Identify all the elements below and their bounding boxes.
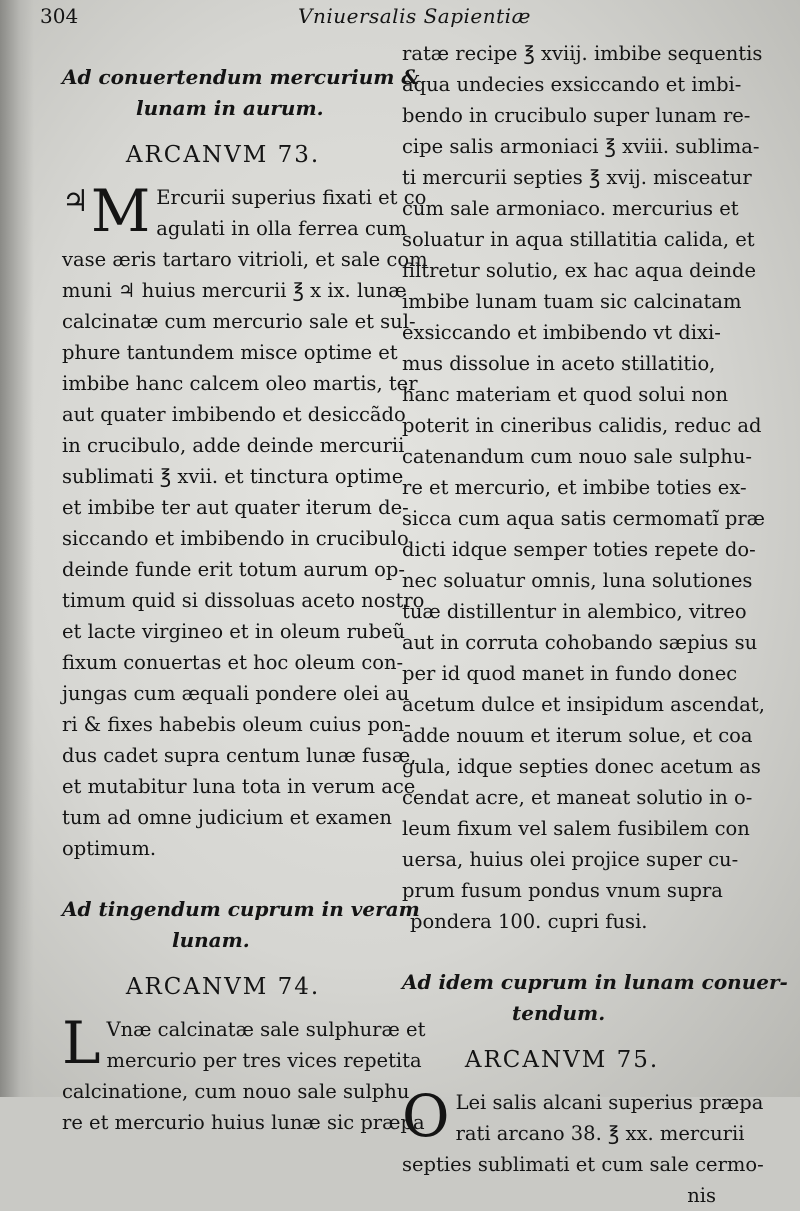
left-column bbox=[62, 38, 428, 1138]
page-number: 304 bbox=[40, 4, 79, 28]
drop-cap-m: M bbox=[90, 177, 151, 245]
text-line: fixum conuertas et hoc oleum con- bbox=[62, 651, 404, 674]
text-line: in crucibulo, adde deinde mercurii bbox=[62, 434, 405, 457]
text-line: adde nouum et iterum solue, et coa bbox=[402, 724, 753, 747]
text-line: aut in corruta cohobando sæpius su bbox=[402, 631, 758, 654]
text-line: sublimati ℥ xvii. et tinctura optime bbox=[62, 465, 404, 488]
heading-line: Ad tingendum cuprum in veram bbox=[62, 897, 420, 921]
paragraph-arcanum-74 bbox=[62, 1009, 426, 1138]
text-line: catenandum cum nouo sale sulphu- bbox=[402, 445, 752, 468]
text-line: cum sale armoniaco. mercurius et bbox=[402, 197, 739, 220]
text-line: siccando et imbibendo in crucibulo bbox=[62, 527, 409, 550]
text-line: muni ♃ huius mercurii ℥ x ix. lunæ bbox=[62, 279, 407, 302]
text-line: poterit in cineribus calidis, reduc ad bbox=[402, 414, 762, 437]
arcanum-74-title: ARCANVM 74. bbox=[125, 974, 321, 1000]
text-line: imbibe lunam tuam sic calcinatam bbox=[402, 290, 742, 313]
text-line: rati arcano 38. ℥ xx. mercurii bbox=[455, 1122, 745, 1145]
text-line: leum fixum vel salem fusibilem con bbox=[402, 817, 750, 840]
text-line: aut quater imbibendo et desiccãdo bbox=[62, 403, 406, 426]
text-line: exsiccando et imbibendo vt dixi- bbox=[402, 321, 721, 344]
paragraph-arcanum-74-continued bbox=[402, 38, 766, 937]
text-line: uersa, huius olei projice super cu- bbox=[402, 848, 739, 871]
text-line: aqua undecies exsiccando et imbi- bbox=[402, 73, 742, 96]
text-line: et imbibe ter aut quater iterum de- bbox=[62, 496, 409, 519]
drop-cap-l: L bbox=[62, 1009, 101, 1077]
catchword: nis bbox=[687, 1184, 716, 1207]
text-line: Ercurii superius fixati et co bbox=[156, 186, 427, 209]
text-line: hanc materiam et quod solui non bbox=[402, 383, 729, 406]
text-line: Lei salis alcani superius præpa bbox=[455, 1091, 764, 1114]
text-line: ri & fixes habebis oleum cuius pon- bbox=[62, 713, 411, 736]
arcanum-73-title: ARCANVM 73. bbox=[125, 142, 321, 168]
text-line: prum fusum pondus vnum supra bbox=[402, 879, 723, 902]
heading-1 bbox=[62, 62, 420, 124]
running-title: Vniuersalis Sapientiæ bbox=[298, 4, 531, 28]
heading-line: Ad idem cuprum in lunam conuer- bbox=[402, 970, 788, 994]
text-line: pondera 100. cupri fusi. bbox=[410, 910, 648, 933]
text-line: deinde funde erit totum aurum op- bbox=[62, 558, 405, 581]
text-line: optimum. bbox=[62, 837, 157, 860]
text-line: vase æris tartaro vitrioli, et sale com bbox=[62, 248, 428, 271]
text-line: agulati in olla ferrea cum bbox=[156, 217, 407, 240]
text-line: phure tantundem misce optime et bbox=[62, 341, 398, 364]
text-line: re et mercurio, et imbibe toties ex- bbox=[402, 476, 747, 499]
page-gutter-shadow bbox=[0, 0, 34, 1097]
text-line: cipe salis armoniaci ℥ xviii. sublima- bbox=[402, 135, 760, 158]
text-line: acetum dulce et insipidum ascendat, bbox=[402, 693, 765, 716]
text-line: dus cadet supra centum lunæ fusæ, bbox=[62, 744, 417, 767]
text-line: re et mercurio huius lunæ sic præpa bbox=[62, 1111, 425, 1134]
paragraph-arcanum-73 bbox=[62, 177, 428, 864]
text-line: imbibe hanc calcem oleo martis, ter bbox=[62, 372, 418, 395]
paragraph-arcanum-75 bbox=[402, 1082, 764, 1211]
text-line: mercurio per tres vices repetita bbox=[106, 1049, 422, 1072]
text-line: per id quod manet in fundo donec bbox=[402, 662, 738, 685]
text-line: timum quid si dissoluas aceto nostro bbox=[62, 589, 425, 612]
text-line: cendat acre, et maneat solutio in o- bbox=[402, 786, 753, 809]
heading-line: tendum. bbox=[512, 1001, 606, 1025]
text-line: filtretur solutio, ex hac aqua deinde bbox=[402, 259, 756, 282]
arcanum-75-title: ARCANVM 75. bbox=[464, 1047, 660, 1073]
text-line: tum ad omne judicium et examen bbox=[62, 806, 392, 829]
right-column bbox=[402, 38, 788, 1211]
text-line: gula, idque septies donec acetum as bbox=[402, 755, 761, 778]
text-line: sicca cum aqua satis cermomatĩ præ bbox=[402, 507, 766, 530]
text-line: jungas cum æquali pondere olei au bbox=[62, 682, 410, 705]
heading-3 bbox=[402, 967, 788, 1029]
text-line: nec soluatur omnis, luna solutiones bbox=[402, 569, 753, 592]
text-line: mus dissolue in aceto stillatitio, bbox=[402, 352, 716, 375]
text-line: ti mercurii septies ℥ xvij. misceatur bbox=[402, 166, 752, 189]
heading-line: lunam. bbox=[172, 928, 250, 952]
heading-line: lunam in aurum. bbox=[136, 96, 324, 120]
text-line: dicti idque semper toties repete do- bbox=[402, 538, 756, 561]
jupiter-symbol-icon: ♃ bbox=[62, 184, 89, 219]
text-line: bendo in crucibulo super lunam re- bbox=[402, 104, 751, 127]
drop-cap-o: O bbox=[402, 1082, 450, 1150]
text-line: calcinatæ cum mercurio sale et sul- bbox=[62, 310, 416, 333]
text-line: ratæ recipe ℥ xviij. imbibe sequentis bbox=[402, 42, 763, 65]
text-line: septies sublimati et cum sale cermo- bbox=[402, 1153, 764, 1176]
text-line: Vnæ calcinatæ sale sulphuræ et bbox=[106, 1018, 426, 1041]
text-line: soluatur in aqua stillatitia calida, et bbox=[402, 228, 755, 251]
text-line: et mutabitur luna tota in verum ace bbox=[62, 775, 416, 798]
heading-2 bbox=[62, 894, 420, 956]
text-line: tuæ distillentur in alembico, vitreo bbox=[402, 600, 747, 623]
text-line: calcinatione, cum nouo sale sulphu bbox=[62, 1080, 410, 1103]
heading-line: Ad conuertendum mercurium & bbox=[62, 65, 420, 89]
text-line: et lacte virgineo et in oleum rubeũ bbox=[62, 620, 406, 643]
